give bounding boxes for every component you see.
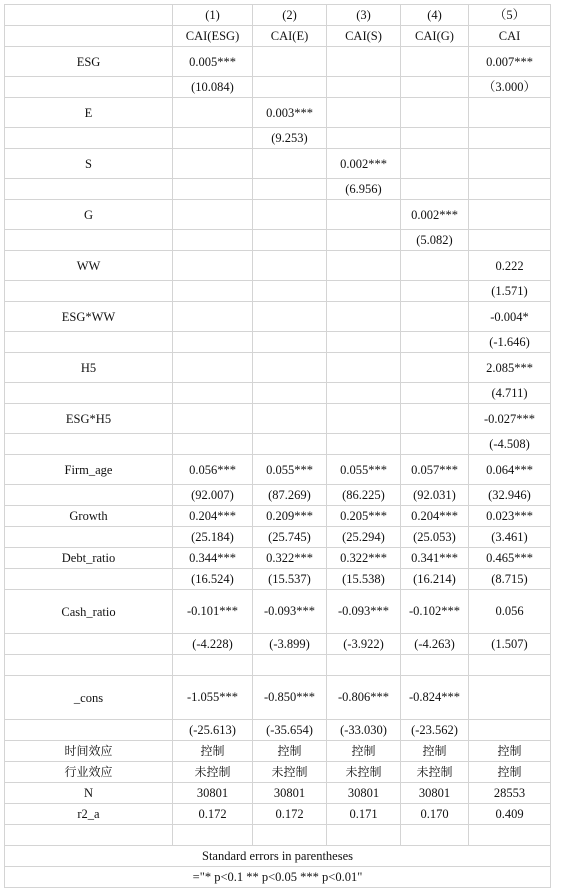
row-label: [5, 655, 173, 676]
table-cell: -0.101***: [173, 590, 253, 634]
table-cell: (-23.562): [401, 720, 469, 741]
row-label: [5, 720, 173, 741]
row-label: ESG: [5, 47, 173, 77]
header-number: (1): [173, 5, 253, 26]
table-cell: 控制: [173, 741, 253, 762]
row-label: ESG*H5: [5, 404, 173, 434]
row-label: H5: [5, 353, 173, 383]
table-cell: [469, 825, 551, 846]
table-row: [5, 200, 551, 230]
table-cell: 0.322***: [327, 548, 401, 569]
table-cell: 2.085***: [469, 353, 551, 383]
table-cell: 0.057***: [401, 455, 469, 485]
row-label: [5, 128, 173, 149]
table-cell: [401, 77, 469, 98]
header-name: CAI(E): [253, 26, 327, 47]
table-cell: [173, 825, 253, 846]
row-label: [5, 281, 173, 302]
table-cell: [173, 302, 253, 332]
table-cell: (15.538): [327, 569, 401, 590]
row-label: Debt_ratio: [5, 548, 173, 569]
table-cell: [253, 825, 327, 846]
row-label: r2_a: [5, 804, 173, 825]
table-row: [5, 590, 551, 634]
table-row: [5, 485, 551, 506]
header-number: (3): [327, 5, 401, 26]
table-cell: 0.341***: [401, 548, 469, 569]
table-cell: [173, 332, 253, 353]
table-row: [5, 383, 551, 404]
table-cell: [253, 149, 327, 179]
table-cell: -0.102***: [401, 590, 469, 634]
table-cell: [401, 179, 469, 200]
table-cell: [401, 47, 469, 77]
footer-row: [5, 846, 551, 867]
table-cell: [401, 825, 469, 846]
table-cell: [173, 98, 253, 128]
table-cell: 未控制: [327, 762, 401, 783]
table-row: [5, 251, 551, 281]
table-row: [5, 548, 551, 569]
table-cell: (16.524): [173, 569, 253, 590]
table-cell: 0.055***: [253, 455, 327, 485]
table-cell: 控制: [253, 741, 327, 762]
table-cell: [469, 230, 551, 251]
header-name-row: [5, 26, 551, 47]
table-cell: (-3.899): [253, 634, 327, 655]
table-cell: [469, 149, 551, 179]
row-label: _cons: [5, 676, 173, 720]
table-cell: -0.850***: [253, 676, 327, 720]
table-note: ="* p<0.1 ** p<0.05 *** p<0.01": [5, 867, 551, 888]
table-cell: (10.084): [173, 77, 253, 98]
table-cell: [327, 281, 401, 302]
table-cell: [469, 179, 551, 200]
row-label: E: [5, 98, 173, 128]
table-cell: 控制: [469, 762, 551, 783]
table-note: Standard errors in parentheses: [5, 846, 551, 867]
header-corner: [5, 26, 173, 47]
row-label: [5, 825, 173, 846]
table-cell: 未控制: [253, 762, 327, 783]
row-label: [5, 527, 173, 548]
table-cell: -0.806***: [327, 676, 401, 720]
table-cell: [469, 676, 551, 720]
table-cell: [253, 302, 327, 332]
table-cell: (32.946): [469, 485, 551, 506]
table-cell: [401, 353, 469, 383]
row-label: 时间效应: [5, 741, 173, 762]
table-row: [5, 332, 551, 353]
table-row: [5, 281, 551, 302]
row-label: S: [5, 149, 173, 179]
table-cell: (-4.508): [469, 434, 551, 455]
table-cell: 0.204***: [173, 506, 253, 527]
table-cell: [401, 404, 469, 434]
row-label: [5, 569, 173, 590]
table-cell: 控制: [327, 741, 401, 762]
table-cell: [327, 825, 401, 846]
table-cell: [327, 128, 401, 149]
header-name: CAI(G): [401, 26, 469, 47]
header-name: CAI(ESG): [173, 26, 253, 47]
table-row: [5, 527, 551, 548]
table-cell: 0.222: [469, 251, 551, 281]
table-row: [5, 179, 551, 200]
table-cell: [469, 200, 551, 230]
table-cell: [327, 302, 401, 332]
table-cell: [327, 404, 401, 434]
table-row: [5, 506, 551, 527]
table-row: [5, 98, 551, 128]
table-cell: [401, 128, 469, 149]
table-cell: 控制: [401, 741, 469, 762]
table-cell: -0.004*: [469, 302, 551, 332]
table-cell: -0.824***: [401, 676, 469, 720]
table-cell: (4.711): [469, 383, 551, 404]
table-row: [5, 455, 551, 485]
table-row: [5, 47, 551, 77]
table-cell: 0.055***: [327, 455, 401, 485]
table-row: [5, 149, 551, 179]
table-cell: 0.209***: [253, 506, 327, 527]
table-row: [5, 128, 551, 149]
table-cell: [173, 655, 253, 676]
table-cell: [253, 281, 327, 302]
table-row: [5, 655, 551, 676]
table-cell: (25.294): [327, 527, 401, 548]
table-cell: [253, 179, 327, 200]
table-row: [5, 720, 551, 741]
table-cell: [173, 383, 253, 404]
table-cell: [327, 332, 401, 353]
table-cell: 0.171: [327, 804, 401, 825]
table-cell: [253, 77, 327, 98]
table-row: [5, 230, 551, 251]
table-cell: [327, 434, 401, 455]
header-number: (2): [253, 5, 327, 26]
table-cell: [469, 128, 551, 149]
table-body: [5, 5, 551, 888]
table-cell: (87.269): [253, 485, 327, 506]
table-cell: (1.507): [469, 634, 551, 655]
row-label: [5, 485, 173, 506]
table-cell: 未控制: [401, 762, 469, 783]
table-cell: (-4.263): [401, 634, 469, 655]
header-number-row: [5, 5, 551, 26]
table-cell: 0.344***: [173, 548, 253, 569]
table-cell: [173, 179, 253, 200]
table-cell: [401, 251, 469, 281]
header-corner: [5, 5, 173, 26]
table-cell: [327, 353, 401, 383]
table-cell: 0.205***: [327, 506, 401, 527]
table-cell: (3.461): [469, 527, 551, 548]
table-cell: (16.214): [401, 569, 469, 590]
table-cell: [173, 353, 253, 383]
table-cell: [401, 332, 469, 353]
table-cell: (-1.646): [469, 332, 551, 353]
row-label: [5, 383, 173, 404]
row-label: Cash_ratio: [5, 590, 173, 634]
table-cell: [401, 98, 469, 128]
table-cell: 0.007***: [469, 47, 551, 77]
table-cell: (15.537): [253, 569, 327, 590]
table-cell: [253, 47, 327, 77]
table-cell: [253, 200, 327, 230]
table-cell: (25.184): [173, 527, 253, 548]
table-cell: 0.465***: [469, 548, 551, 569]
table-cell: [253, 655, 327, 676]
table-cell: 28553: [469, 783, 551, 804]
table-cell: (25.745): [253, 527, 327, 548]
table-cell: [173, 434, 253, 455]
table-cell: 0.409: [469, 804, 551, 825]
table-cell: [253, 404, 327, 434]
table-cell: 0.170: [401, 804, 469, 825]
row-label: N: [5, 783, 173, 804]
table-cell: (1.571): [469, 281, 551, 302]
table-cell: 0.002***: [401, 200, 469, 230]
table-cell: 0.056***: [173, 455, 253, 485]
regression-table: [4, 4, 551, 888]
table-cell: (92.031): [401, 485, 469, 506]
table-cell: -0.027***: [469, 404, 551, 434]
table-cell: [401, 383, 469, 404]
table-cell: [253, 353, 327, 383]
row-label: [5, 179, 173, 200]
table-cell: [327, 230, 401, 251]
table-cell: [469, 98, 551, 128]
footer-row: [5, 867, 551, 888]
table-cell: [173, 281, 253, 302]
table-cell: 0.003***: [253, 98, 327, 128]
header-number: （5）: [469, 5, 551, 26]
table-cell: (5.082): [401, 230, 469, 251]
table-cell: 0.172: [173, 804, 253, 825]
row-label: WW: [5, 251, 173, 281]
row-label: G: [5, 200, 173, 230]
table-row: [5, 404, 551, 434]
table-cell: (-35.654): [253, 720, 327, 741]
table-row: [5, 804, 551, 825]
table-cell: -0.093***: [327, 590, 401, 634]
table-cell: [327, 655, 401, 676]
row-label: ESG*WW: [5, 302, 173, 332]
row-label: [5, 230, 173, 251]
table-cell: [401, 281, 469, 302]
table-row: [5, 783, 551, 804]
table-cell: (-33.030): [327, 720, 401, 741]
header-number: (4): [401, 5, 469, 26]
table-cell: 30801: [401, 783, 469, 804]
table-cell: [469, 720, 551, 741]
table-cell: (6.956): [327, 179, 401, 200]
table-row: [5, 569, 551, 590]
table-cell: -0.093***: [253, 590, 327, 634]
table-cell: [327, 47, 401, 77]
table-cell: 0.204***: [401, 506, 469, 527]
table-cell: [253, 230, 327, 251]
table-row: [5, 676, 551, 720]
table-cell: [253, 434, 327, 455]
table-cell: (9.253): [253, 128, 327, 149]
header-name: CAI: [469, 26, 551, 47]
table-cell: (8.715): [469, 569, 551, 590]
row-label: [5, 77, 173, 98]
table-cell: (86.225): [327, 485, 401, 506]
table-cell: 0.064***: [469, 455, 551, 485]
table-cell: 0.056: [469, 590, 551, 634]
table-cell: 30801: [327, 783, 401, 804]
table-cell: [173, 230, 253, 251]
table-row: [5, 353, 551, 383]
table-cell: 0.002***: [327, 149, 401, 179]
table-cell: [327, 200, 401, 230]
table-cell: [469, 655, 551, 676]
table-cell: [173, 149, 253, 179]
row-label: [5, 434, 173, 455]
table-row: [5, 302, 551, 332]
table-cell: [173, 200, 253, 230]
table-cell: 0.172: [253, 804, 327, 825]
table-cell: (92.007): [173, 485, 253, 506]
table-cell: [401, 149, 469, 179]
table-row: [5, 741, 551, 762]
table-cell: [253, 332, 327, 353]
table-cell: -1.055***: [173, 676, 253, 720]
row-label: Firm_age: [5, 455, 173, 485]
table-row: [5, 825, 551, 846]
row-label: Growth: [5, 506, 173, 527]
table-cell: （3.000）: [469, 77, 551, 98]
table-cell: 未控制: [173, 762, 253, 783]
row-label: 行业效应: [5, 762, 173, 783]
table-cell: (-4.228): [173, 634, 253, 655]
header-name: CAI(S): [327, 26, 401, 47]
table-cell: [327, 77, 401, 98]
table-cell: 30801: [253, 783, 327, 804]
table-row: [5, 634, 551, 655]
table-cell: 0.322***: [253, 548, 327, 569]
table-cell: (-3.922): [327, 634, 401, 655]
table-cell: 0.005***: [173, 47, 253, 77]
table-cell: [173, 251, 253, 281]
table-row: [5, 762, 551, 783]
table-row: [5, 77, 551, 98]
row-label: [5, 634, 173, 655]
table-cell: [253, 251, 327, 281]
row-label: [5, 332, 173, 353]
table-cell: 控制: [469, 741, 551, 762]
table-cell: 0.023***: [469, 506, 551, 527]
table-cell: [327, 383, 401, 404]
table-row: [5, 434, 551, 455]
table-cell: (-25.613): [173, 720, 253, 741]
table-cell: 30801: [173, 783, 253, 804]
table-cell: [327, 98, 401, 128]
table-cell: [401, 434, 469, 455]
table-cell: [327, 251, 401, 281]
table-cell: [173, 128, 253, 149]
table-cell: [253, 383, 327, 404]
table-cell: [173, 404, 253, 434]
table-cell: [401, 302, 469, 332]
table-cell: (25.053): [401, 527, 469, 548]
table-cell: [401, 655, 469, 676]
